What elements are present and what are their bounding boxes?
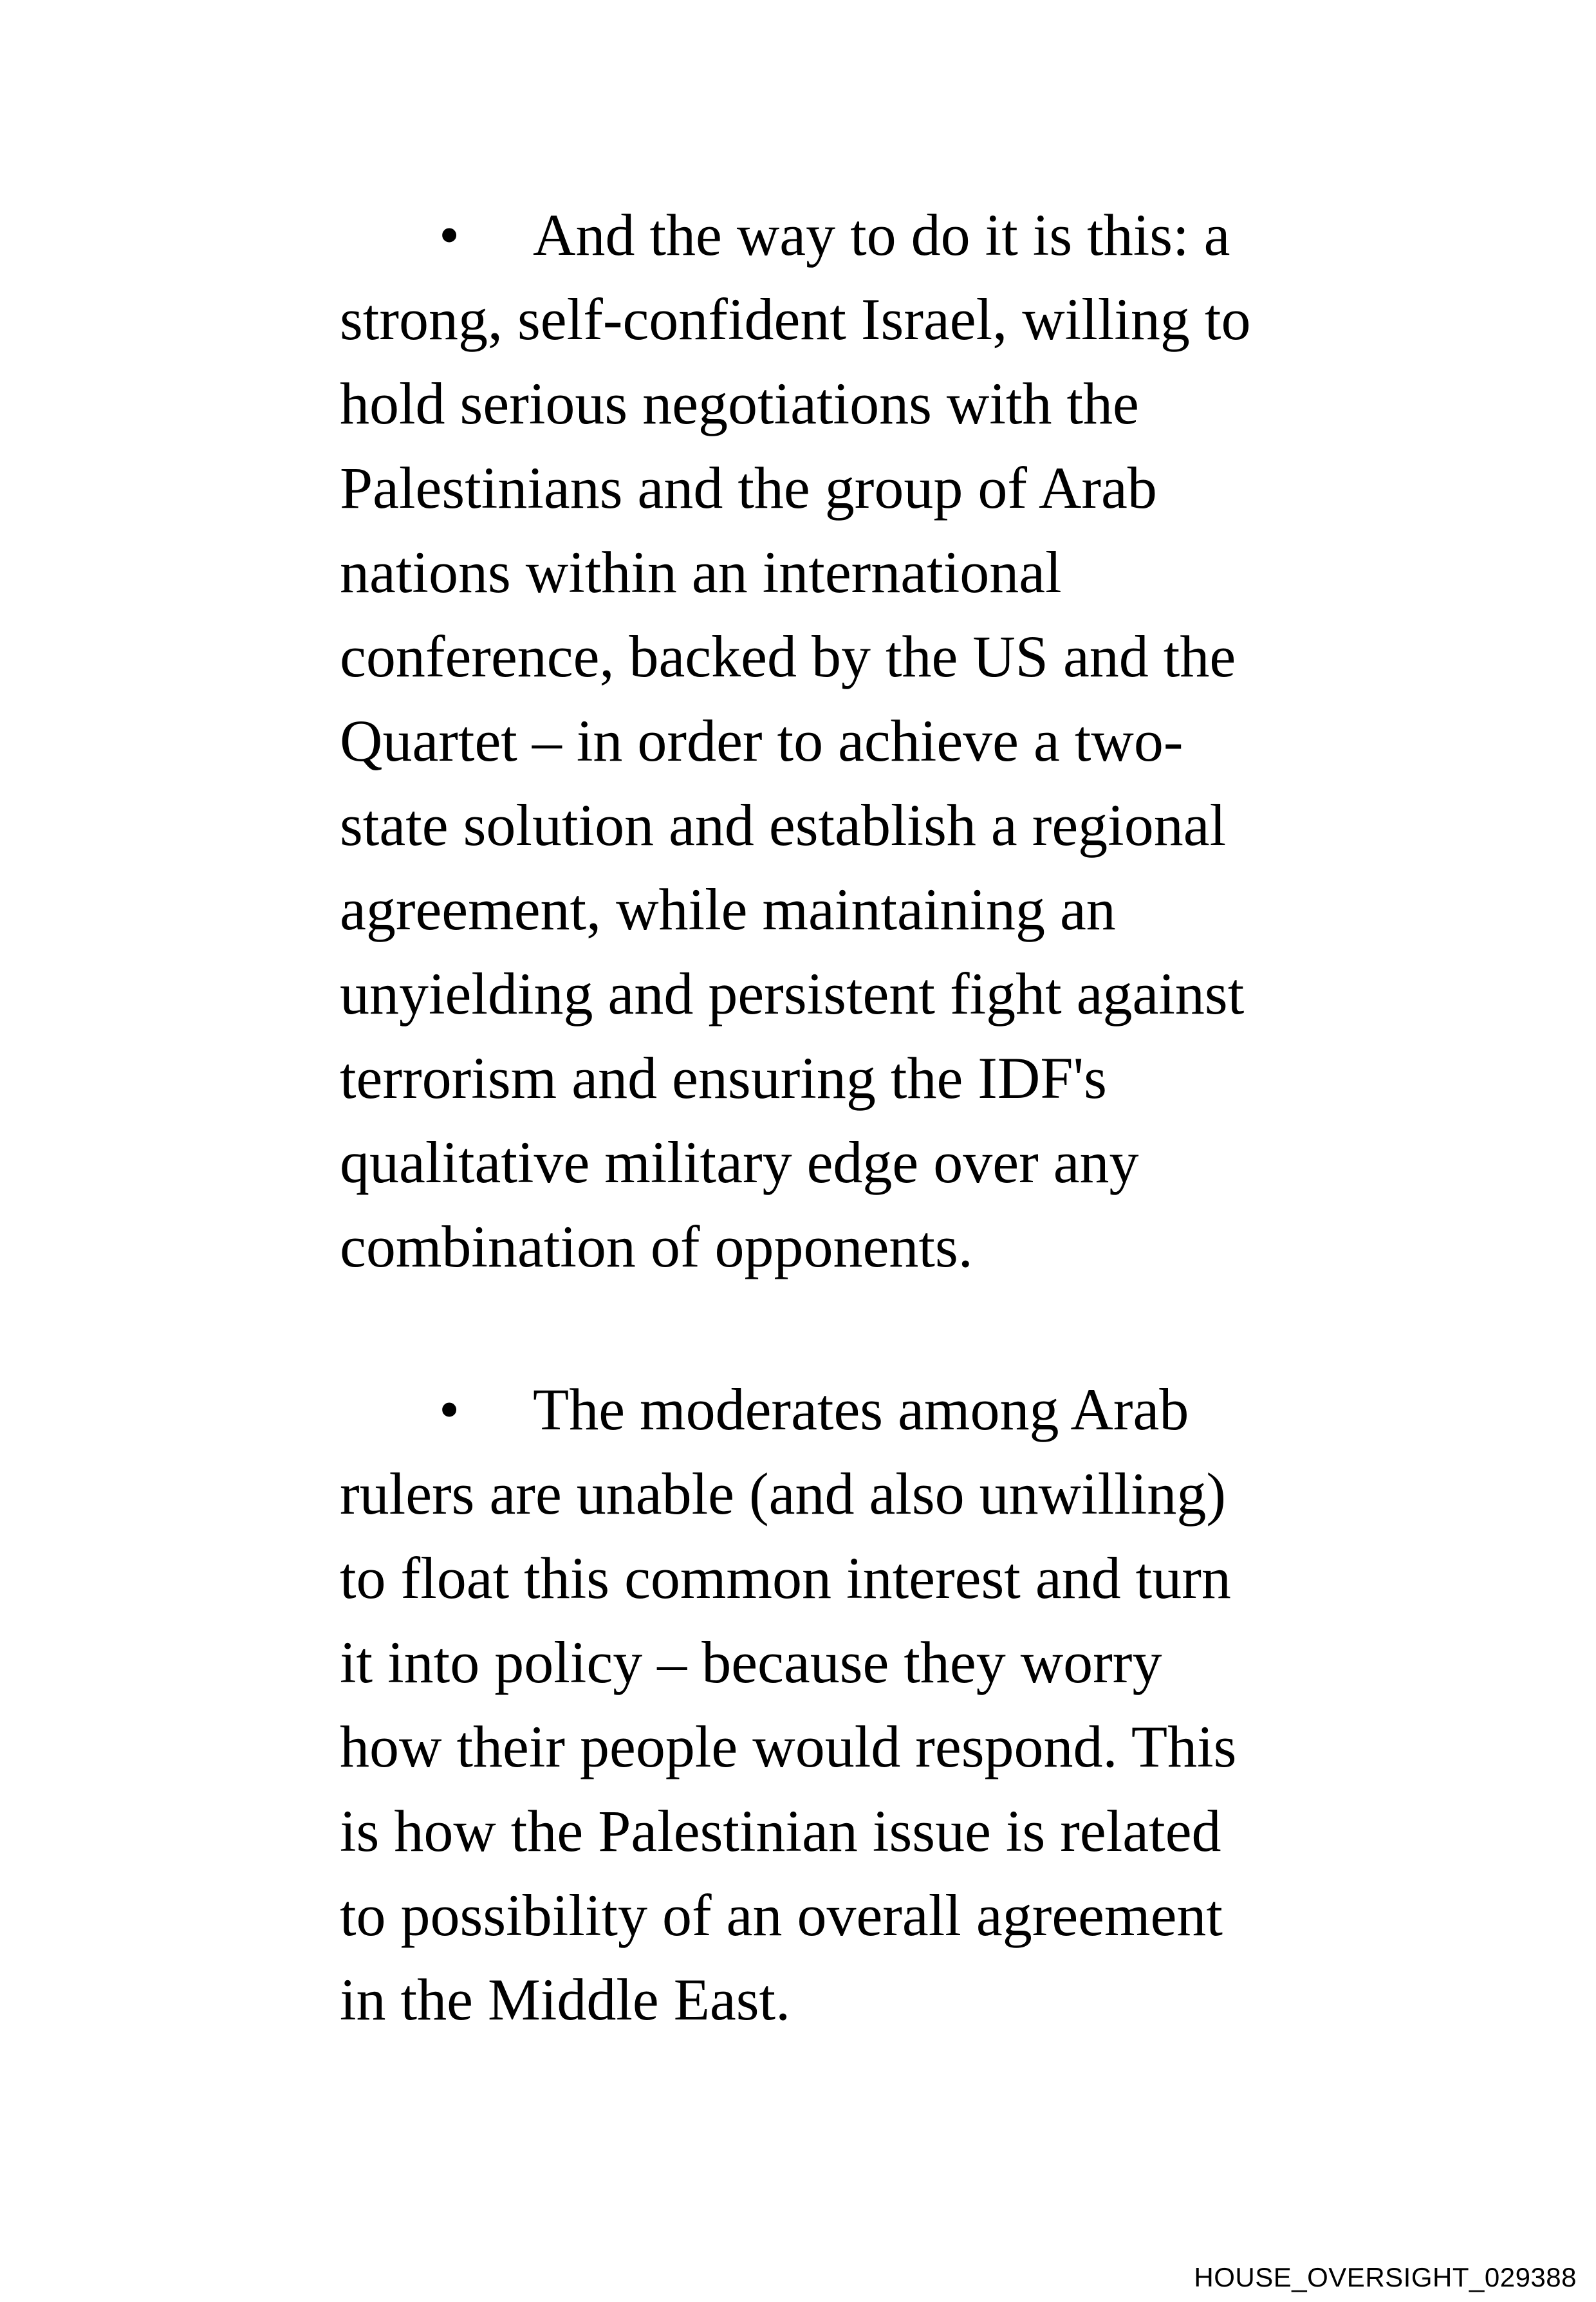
paragraph-1-line-11: terrorism and ensuring the IDF's bbox=[340, 1045, 1107, 1111]
paragraph-2-line-7: to possibility of an overall agreement bbox=[340, 1882, 1223, 1948]
paragraph-1-line-1: And the way to do it is this: a bbox=[533, 202, 1230, 268]
paragraph-2-line-2: rulers are unable (and also unwilling) bbox=[340, 1461, 1226, 1527]
paragraph-1-line-3: hold serious negotiations with the bbox=[340, 371, 1139, 436]
paragraph-1-first-line bbox=[340, 193, 1344, 277]
paragraph-2-line-3: to float this common interest and turn bbox=[340, 1545, 1231, 1611]
bullet-point-icon: • bbox=[439, 202, 460, 268]
paragraph-2-line-8: in the Middle East. bbox=[340, 1967, 791, 2032]
paragraph-1-line-12: qualitative military edge over any bbox=[340, 1129, 1139, 1195]
bates-number-footer: HOUSE_OVERSIGHT_029388 bbox=[1194, 2262, 1577, 2292]
paragraph-1-line-7: Quartet – in order to achieve a two- bbox=[340, 708, 1183, 774]
paragraph-2-line-4: it into policy – because they worry bbox=[340, 1629, 1162, 1695]
paragraph-1-line-10: unyielding and persistent fight against bbox=[340, 961, 1245, 1026]
paragraph-2-line-1: The moderates among Arab bbox=[533, 1377, 1189, 1442]
bullet-point-icon: • bbox=[439, 1377, 460, 1442]
bullet-paragraph-1 bbox=[340, 193, 1344, 1289]
paragraph-2-line-5: how their people would respond. This bbox=[340, 1714, 1237, 1779]
paragraph-2-first-line bbox=[340, 1368, 1344, 1452]
paragraph-1-line-6: conference, backed by the US and the bbox=[340, 624, 1236, 689]
paragraph-1-line-5: nations within an international bbox=[340, 539, 1062, 605]
paragraph-1-line-13: combination of opponents. bbox=[340, 1214, 973, 1279]
paragraph-1-line-9: agreement, while maintaining an bbox=[340, 877, 1116, 942]
paragraph-1-line-2: strong, self-confident Israel, willing to bbox=[340, 286, 1251, 352]
bullet-paragraph-2 bbox=[340, 1368, 1344, 2042]
paragraph-1-line-4: Palestinians and the group of Arab bbox=[340, 455, 1157, 521]
paragraph-1-line-8: state solution and establish a regional bbox=[340, 792, 1227, 858]
paragraph-2-line-6: is how the Palestinian issue is related bbox=[340, 1798, 1221, 1864]
